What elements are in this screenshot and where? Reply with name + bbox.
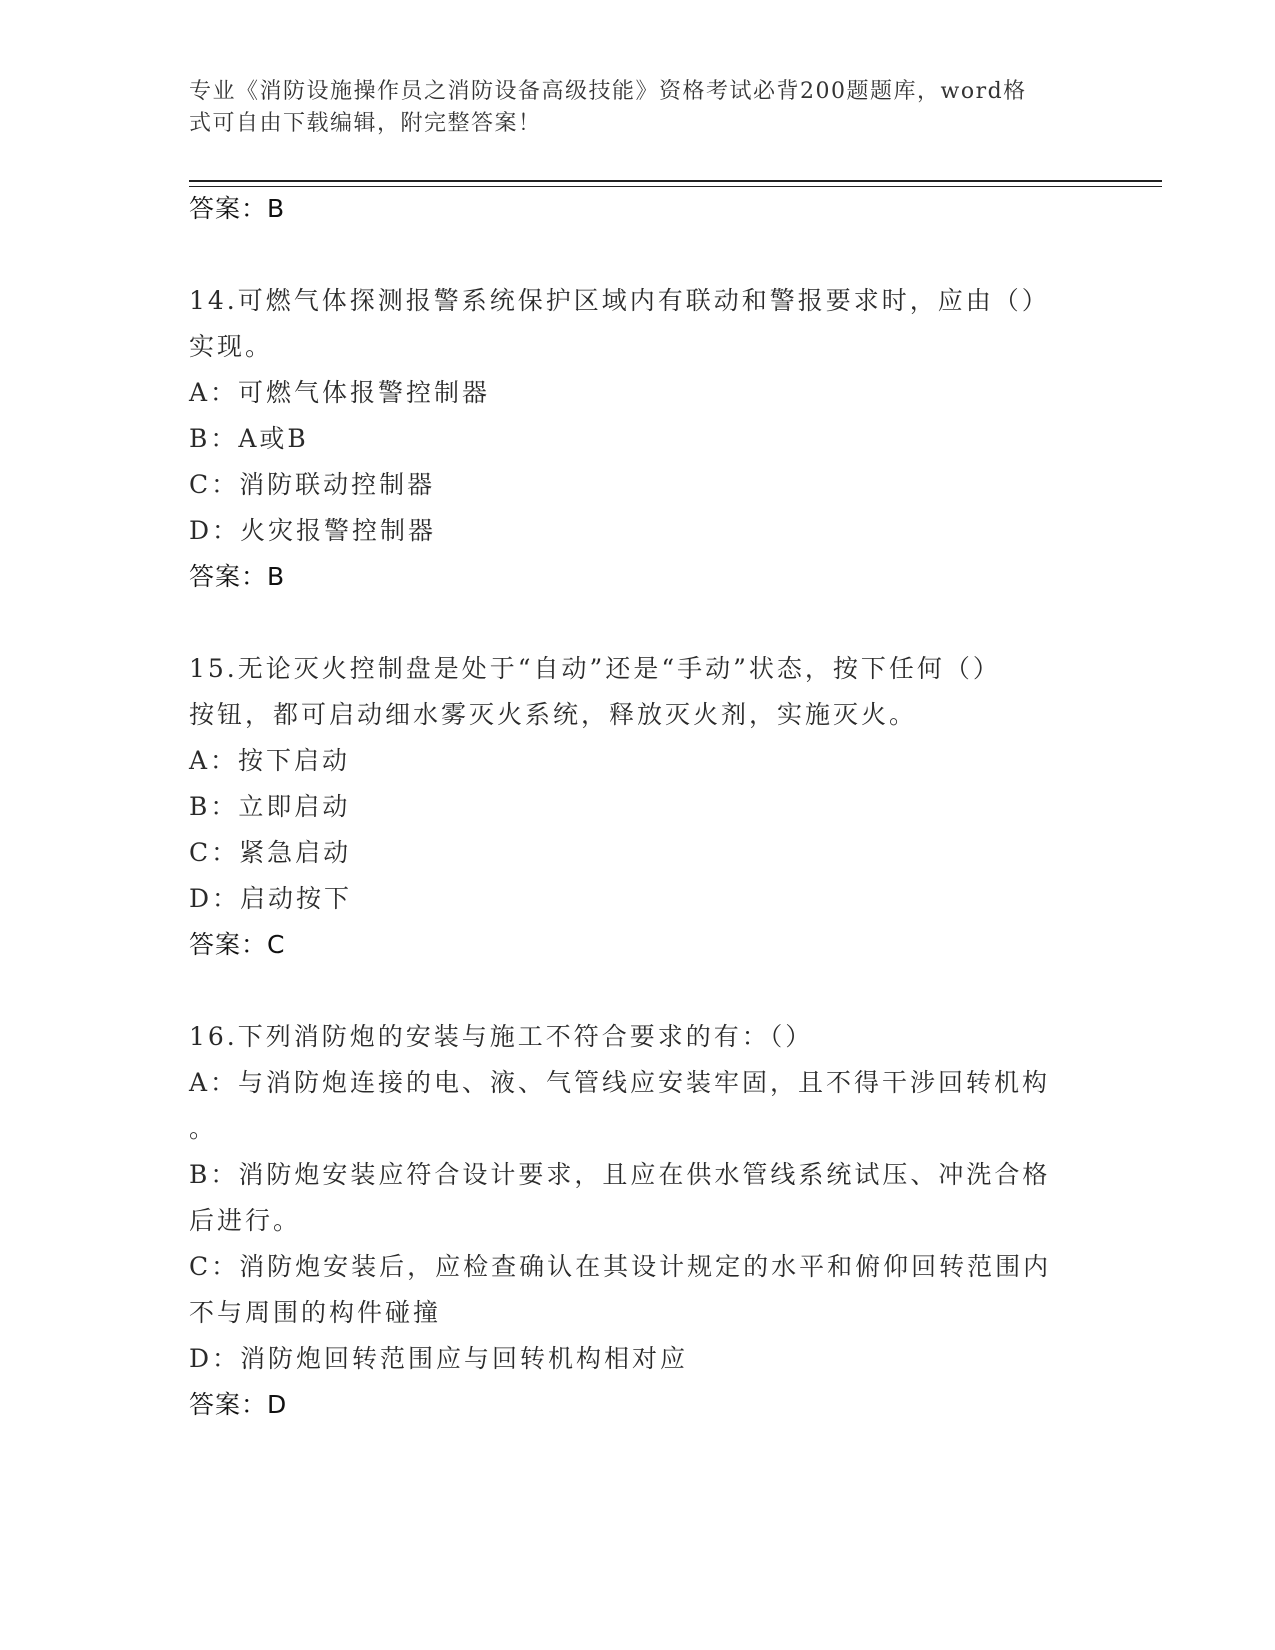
question-stem-continued: 实现。 (189, 332, 274, 361)
answer: 答案：B (189, 562, 286, 591)
question-15 (189, 646, 1089, 968)
option-b: B：A或B (189, 424, 309, 453)
option-b: B：立即启动 (189, 792, 351, 821)
question-14 (189, 278, 1089, 600)
header-line-1: 专业《消防设施操作员之消防设备高级技能》资格考试必背200题题库，word格 (189, 79, 1027, 104)
option-a: A：按下启动 (189, 746, 351, 775)
option-a: A：可燃气体报警控制器 (189, 378, 491, 407)
option-d: D：启动按下 (189, 884, 353, 913)
header-line-2: 式可自由下载编辑，附完整答案！ (189, 111, 542, 136)
header-rule-thick (189, 180, 1162, 182)
option-d: D：消防炮回转范围应与回转机构相对应 (189, 1344, 689, 1373)
document-header (189, 76, 1069, 140)
option-d: D：火灾报警控制器 (189, 516, 437, 545)
option-b: B：消防炮安装应符合设计要求，且应在供水管线系统试压、冲洗合格 (189, 1160, 1051, 1189)
answer: 答案：C (189, 930, 286, 959)
question-list (189, 186, 1089, 1428)
question-stem: 14.可燃气体探测报警系统保护区域内有联动和警报要求时，应由（） (189, 286, 1050, 315)
question-stem: 15.无论灭火控制盘是处于“自动”还是“手动”状态，按下任何（） (189, 654, 1001, 683)
answer: 答案：D (189, 1390, 288, 1419)
option-b-continued: 后进行。 (189, 1206, 302, 1235)
option-c: C：消防联动控制器 (189, 470, 436, 499)
question-stem: 16.下列消防炮的安装与施工不符合要求的有：（） (189, 1022, 814, 1051)
previous-answer: 答案：B (189, 194, 286, 223)
option-a: A：与消防炮连接的电、液、气管线应安装牢固，且不得干涉回转机构 (189, 1068, 1051, 1097)
option-c: C：消防炮安装后，应检查确认在其设计规定的水平和俯仰回转范围内 (189, 1252, 1052, 1281)
question-stem-continued: 按钮，都可启动细水雾灭火系统，释放灭火剂，实施灭火。 (189, 700, 918, 729)
option-a-continued: 。 (189, 1114, 218, 1143)
question-16 (189, 1014, 1089, 1428)
option-c: C：紧急启动 (189, 838, 352, 867)
option-c-continued: 不与周围的构件碰撞 (189, 1298, 442, 1327)
